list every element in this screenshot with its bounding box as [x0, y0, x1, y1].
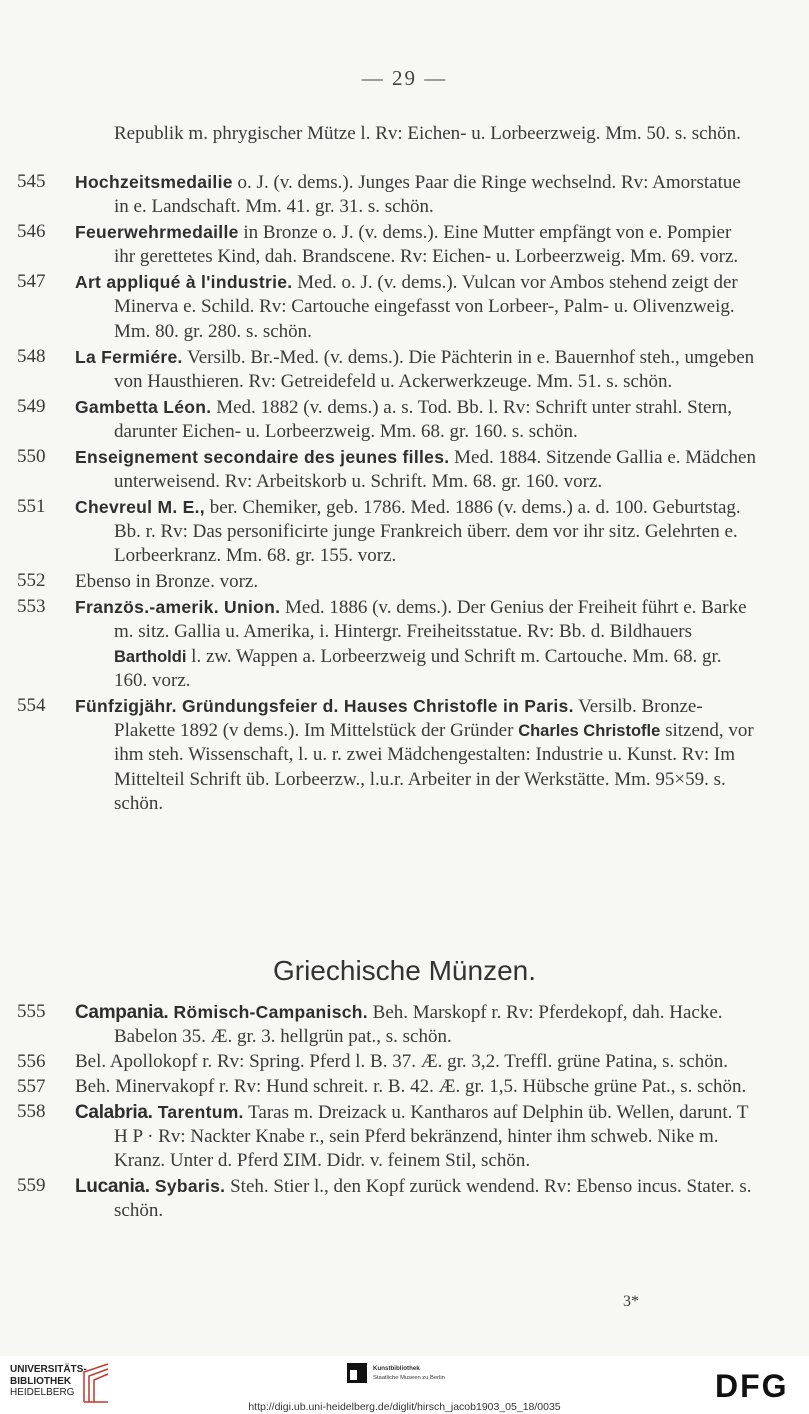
- entry-place: Lucania.: [75, 1176, 150, 1198]
- entry-text: Bel. Apollokopf r. Rv: Spring. Pferd l. B. 37. Æ. gr. 3,2. Treffl. grüne Patina, s. schön.: [75, 1051, 729, 1073]
- catalog-entry: [0, 1100, 809, 1174]
- entry-text: Versilb. Bronze-Plakette 1892 (v dems.). Im Mittelstück der Gründer: [114, 695, 703, 742]
- catalog-entry: [0, 1174, 809, 1224]
- entry-title: Hochzeitsmedailie: [75, 172, 233, 192]
- entry-title: Feuerwehrmedaille: [75, 222, 239, 243]
- kunstbibliothek-logo-icon: [346, 1362, 368, 1384]
- greek-entry-list: [0, 1000, 809, 1224]
- permalink-url[interactable]: http://digi.ub.uni-heidelberg.de/diglit/hirsch_jacob1903_05_18/0035: [248, 1401, 561, 1413]
- university-library-logo-icon: [80, 1362, 112, 1406]
- entry-body: [75, 569, 757, 594]
- entry-number: 547: [17, 271, 46, 293]
- entry-number: 559: [17, 1175, 46, 1197]
- entry-text: Steh. Stier l., den Kopf zurück wendend. Rv: Ebenso incus. Stater. s. schön.: [114, 1176, 752, 1222]
- entry-text: Taras m. Dreizack u. Kantharos auf Delphin üb. Wellen, darunt. T H P · Rv: Nackter Knabe r., sein Pferd bekränzend, hinter ihm schweb. Nike m. Kranz. Unter d. Pferd ΣIM. Didr. v. feinem Stil, schön.: [114, 1101, 749, 1172]
- catalog-entry: [0, 1075, 809, 1099]
- entry-body: [75, 170, 757, 220]
- entry-text: Beh. Minervakopf r. Rv: Hund schreit. r. B. 42. Æ. gr. 1,5. Hübsche grüne Pat., s. schön.: [75, 1075, 747, 1097]
- entry-number: 553: [17, 596, 46, 618]
- entry-body: [75, 395, 757, 445]
- catalog-entry: [0, 170, 809, 220]
- entry-title: Römisch-Campanisch.: [168, 1002, 368, 1022]
- entry-title: Art appliqué à l'industrie.: [75, 272, 293, 293]
- entry-text: Med. o. J. (v. dems.). Vulcan vor Ambos stehend zeigt der Minerva e. Schild. Rv: Cartouche eingefasst von Lorbeer-, Palm- u. Olivenzweig. Mm. 80. gr. 280. s. schön.: [114, 272, 738, 342]
- entry-text: Med. 1882 (v. dems.) a. s. Tod. Bb. l. Rv: Schrift unter strahl. Stern, darunter Eichen- u. Lorbeerzweig. Mm. 68. gr. 160. s. schön.: [114, 396, 733, 442]
- kunstbibliothek-label: [373, 1364, 445, 1383]
- entry-number: 554: [17, 694, 46, 716]
- entry-number: 545: [17, 171, 46, 192]
- entry-text: Ebenso in Bronze. vorz.: [75, 571, 259, 593]
- entry-text-continued: l. zw. Wappen a. Lorbeerzweig und Schrift m. Cartouche. Mm. 68. gr. 160. vorz.: [114, 645, 722, 691]
- catalog-entry: [0, 395, 809, 445]
- entry-body: [75, 445, 757, 495]
- entry-title: Gambetta Léon.: [75, 396, 212, 417]
- entry-body: [75, 1075, 757, 1099]
- entry-text: Versilb. Br.-Med. (v. dems.). Die Pächterin in e. Bauernhof steh., umgeben von Hausthieren. Rv: Getreidefeld u. Ackerwerkzeuge. Mm. 51. s. schön.: [114, 346, 755, 392]
- ub-line-2: BIBLIOTHEK: [10, 1375, 72, 1387]
- entry-number: 546: [17, 221, 46, 243]
- entry-number: 555: [17, 1001, 46, 1022]
- catalog-entry: [0, 345, 809, 395]
- entry-title: Sybaris.: [149, 1176, 226, 1197]
- dfg-logo: DFG: [715, 1368, 789, 1404]
- entry-body: [75, 220, 757, 270]
- entry-number: 549: [17, 395, 46, 417]
- entry-text: o. J. (v. dems.). Junges Paar die Ringe wechselnd. Rv: Amorstatue in e. Landschaft. Mm. 41. gr. 31. s. schön.: [114, 172, 741, 218]
- entry-text-continued: sitzend, vor ihm steh. Wissenschaft, l. u. r. zwei Mädchengestalten: Industrie u. Kunst. Rv: Im Mittelteil Schrift üb. Lorbeerzw., l.u.r. Arbeiter in der Werkstätte. Mm. 95×59. s. schön.: [114, 720, 754, 814]
- catalog-entry: [0, 1000, 809, 1050]
- university-library-label: [10, 1364, 87, 1399]
- entry-title: La Fermiére.: [75, 346, 183, 367]
- entry-body: [75, 1100, 757, 1174]
- entry-body: [75, 1050, 757, 1074]
- signature-mark: 3*: [623, 1293, 639, 1310]
- entry-body: [75, 345, 757, 395]
- catalog-entry: [0, 569, 809, 594]
- entry-title: Chevreul M. E.,: [75, 496, 205, 517]
- section-heading: Griechische Münzen.: [272, 955, 536, 986]
- artist-name: Bartholdi: [114, 647, 187, 666]
- catalog-entry: [0, 220, 809, 270]
- entry-body: [75, 694, 757, 816]
- ub-line-3: HEIDELBERG: [10, 1387, 75, 1398]
- entry-title: Fünfzigjähr. Gründungsfeier d. Hauses Christofle in Paris.: [75, 695, 574, 716]
- catalog-entry: [0, 595, 809, 693]
- catalog-entry: [0, 270, 809, 344]
- entry-body: [75, 1174, 757, 1224]
- entry-title: Tarentum.: [152, 1101, 244, 1122]
- entry-number: 550: [17, 445, 46, 467]
- entry-text: Med. 1884. Sitzende Gallia e. Mädchen unterweisend. Rv: Arbeitskorb u. Schrift. Mm. 68. gr. 160. vorz.: [114, 446, 756, 493]
- entry-place: Campania.: [75, 1002, 169, 1023]
- entry-number: 558: [17, 1100, 46, 1122]
- entry-number: 552: [17, 570, 46, 592]
- entry-body: [75, 270, 757, 344]
- continued-entry-text: Republik m. phrygischer Mütze l. Rv: Eichen- u. Lorbeerzweig. Mm. 50. s. schön.: [114, 123, 741, 144]
- founder-name: Charles Christofle: [518, 722, 661, 741]
- catalog-entry: [0, 1050, 809, 1074]
- entry-text: in Bronze o. J. (v. dems.). Eine Mutter empfängt von e. Pompier ihr gerettetes Kind, dah. Brandscene. Rv: Eichen- u. Lorbeerzweig. Mm. 69. vorz.: [114, 222, 739, 268]
- entry-number: 556: [17, 1051, 46, 1073]
- catalog-entry: [0, 495, 809, 569]
- entry-number: 557: [17, 1075, 46, 1097]
- entry-body: [75, 495, 757, 569]
- entry-title: Französ.-amerik. Union.: [75, 597, 281, 618]
- entry-text: Beh. Marskopf r. Rv: Pferdekopf, dah. Hacke. Babelon 35. Æ. gr. 3. hellgrün pat., s. schön.: [114, 1002, 723, 1048]
- kunstbibliothek-subtitle: Staatliche Museen zu Berlin: [373, 1375, 445, 1381]
- entry-body: [75, 1000, 757, 1050]
- entry-text: Med. 1886 (v. dems.). Der Genius der Freiheit führt e. Barke m. sitz. Gallia u. Amerika, i. Hintergr. Freiheitsstatue. Rv: Bb. d. Bildhauers: [114, 597, 747, 643]
- entry-place: Calabria.: [75, 1101, 153, 1123]
- kunstbibliothek-name: Kunstbibliothek: [373, 1365, 420, 1372]
- catalog-entry: [0, 694, 809, 816]
- entry-body: [75, 595, 757, 693]
- entry-title: Enseignement secondaire des jeunes filles.: [75, 446, 450, 467]
- page-number: — 29 —: [361, 66, 448, 90]
- entry-number: 551: [17, 495, 46, 517]
- entry-number: 548: [17, 345, 46, 367]
- catalog-entry: [0, 445, 809, 495]
- entry-list: [0, 170, 809, 817]
- ub-line-1: UNIVERSITÄTS-: [10, 1364, 87, 1375]
- entry-text: ber. Chemiker, geb. 1786. Med. 1886 (v. dems.) a. d. 100. Geburtstag. Bb. r. Rv: Das personificirte junge Frankreich überr. dem vor ihr sitz. Gelehrten e. Lorbeerkranz. Mm. 68. gr. 155. vorz.: [114, 496, 741, 567]
